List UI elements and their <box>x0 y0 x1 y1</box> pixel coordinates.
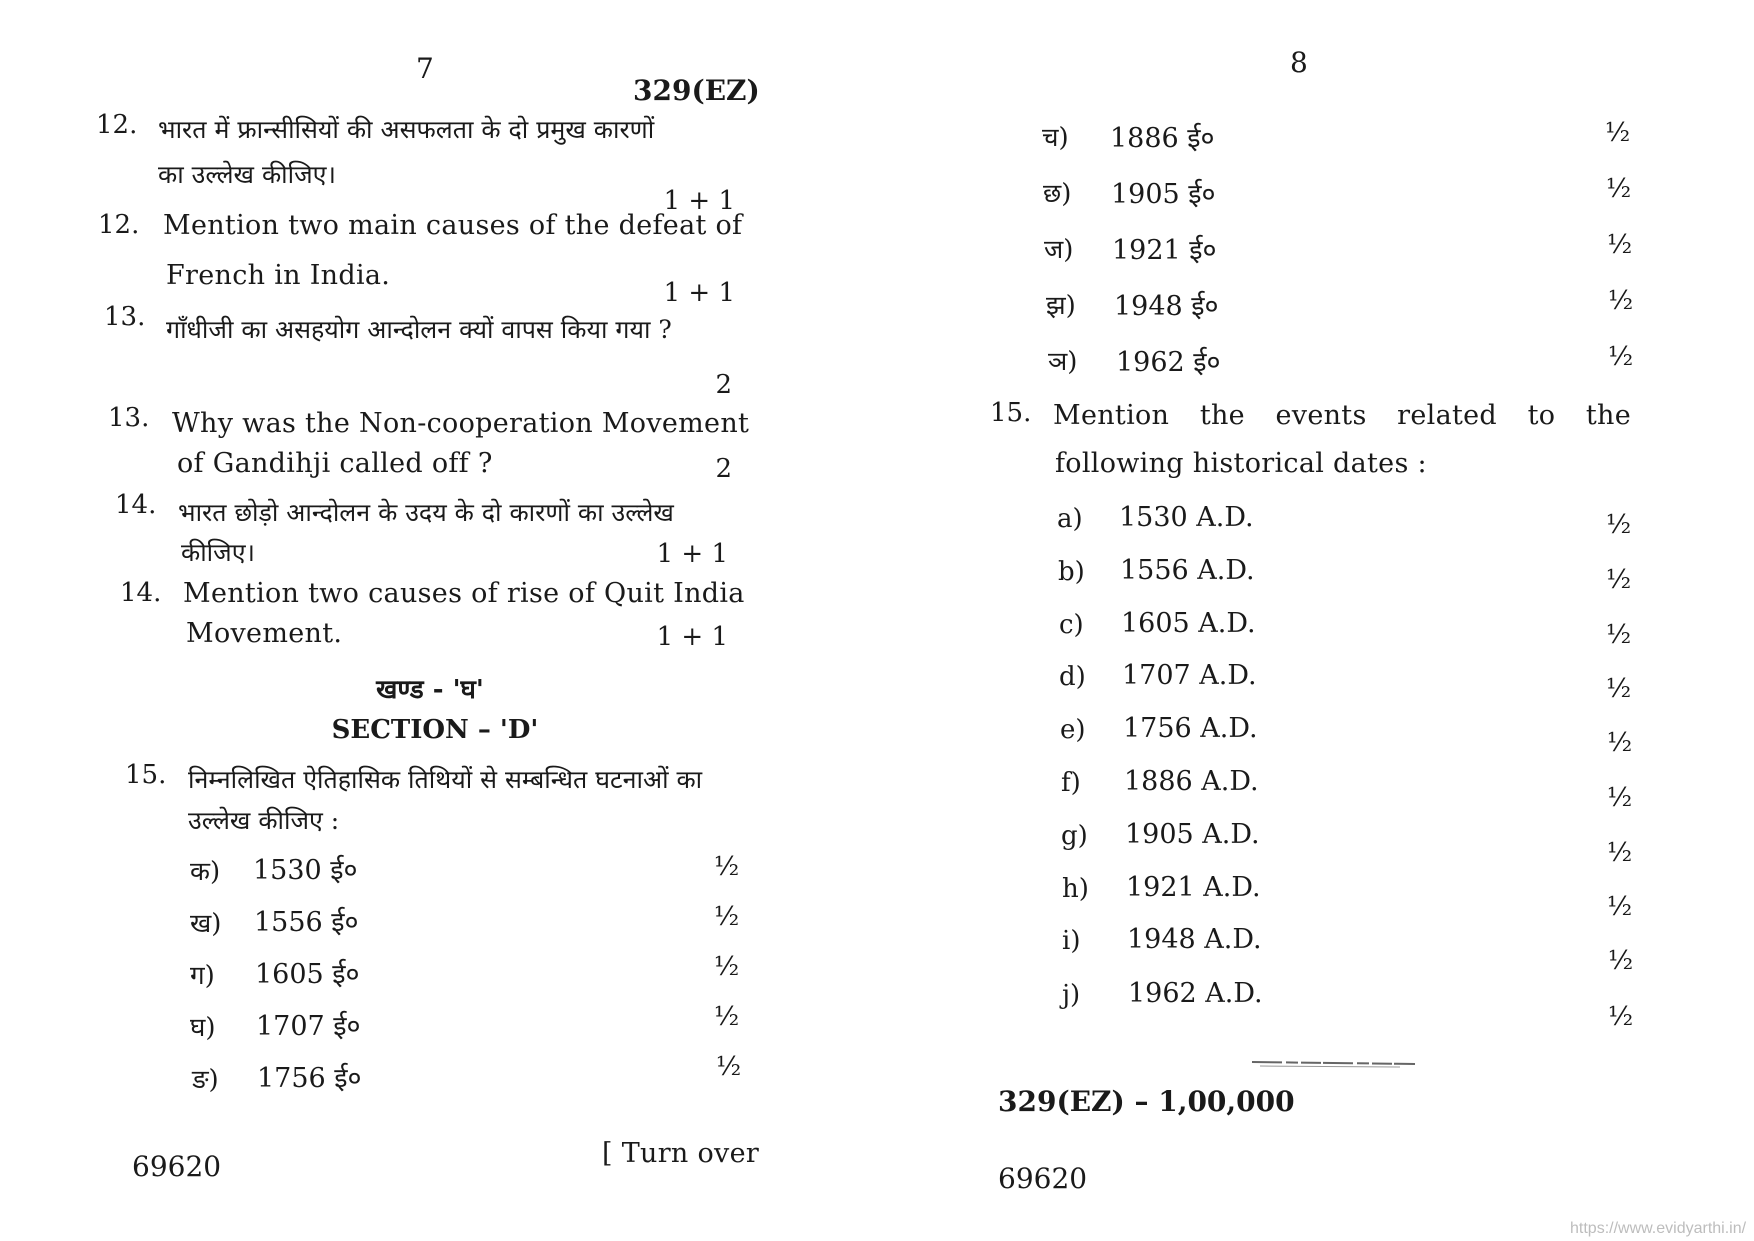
question-word: to <box>1527 400 1556 431</box>
item-date: 1962 ई० <box>1116 347 1221 378</box>
item-label: ग) <box>190 961 215 991</box>
item-date: 1886 ई० <box>1110 123 1215 154</box>
question-marks: 1 + 1 <box>656 539 728 569</box>
watermark-url: https://www.evidyarthi.in/ <box>1570 1220 1747 1237</box>
question-text-line: उल्लेख कीजिए : <box>188 806 340 835</box>
item-date: 1886 A.D. <box>1124 766 1259 797</box>
question-text-line: भारत में फ्रान्सीसियों की असफलता के दो प्रमुख कारणों <box>158 115 655 144</box>
question-text-line: Movement. <box>186 618 343 649</box>
question-marks: 1 + 1 <box>656 622 728 652</box>
question-word: Mention <box>1053 400 1170 431</box>
question-text-line <box>1053 400 1631 431</box>
item-marks: ½ <box>1608 946 1634 976</box>
item-marks: ½ <box>1606 565 1632 595</box>
item-date: 1556 A.D. <box>1120 555 1255 586</box>
left-page-number: 7 <box>416 52 434 85</box>
item-label: क) <box>190 857 221 887</box>
item-label: ख) <box>190 909 222 939</box>
left-paper-code: 329(EZ) <box>633 74 760 107</box>
item-label: छ) <box>1043 179 1072 209</box>
item-marks: ½ <box>1607 728 1633 758</box>
item-label: ज) <box>1044 235 1074 265</box>
question-marks: 1 + 1 <box>663 186 735 216</box>
item-label: j) <box>1062 980 1081 1010</box>
question-text-line: Why was the Non-cooperation Movement <box>172 408 750 439</box>
question-text-line: कीजिए। <box>181 538 256 567</box>
item-date: 1605 A.D. <box>1121 608 1256 639</box>
question-marks: 2 <box>715 370 732 400</box>
question-text-line: following historical dates : <box>1055 448 1427 479</box>
item-marks: ½ <box>714 1002 740 1032</box>
item-marks: ½ <box>716 1052 742 1082</box>
item-marks: ½ <box>1606 620 1632 650</box>
item-marks: ½ <box>714 852 740 882</box>
item-label: c) <box>1059 610 1084 640</box>
question-number: 13. <box>108 403 150 433</box>
question-word: the <box>1199 400 1245 431</box>
item-date: 1530 ई० <box>253 855 358 886</box>
item-marks: ½ <box>714 952 740 982</box>
item-marks: ½ <box>714 902 740 932</box>
item-label: d) <box>1059 662 1086 692</box>
section-heading-hindi: खण्ड - 'घ' <box>376 675 484 705</box>
item-date: 1530 A.D. <box>1119 502 1254 533</box>
item-marks: ½ <box>1608 1002 1634 1032</box>
right-footer-number: 69620 <box>998 1162 1088 1195</box>
item-date: 1921 A.D. <box>1126 872 1261 903</box>
end-rule <box>1250 1058 1420 1070</box>
question-number: 15. <box>990 398 1032 428</box>
item-label: h) <box>1062 874 1089 904</box>
item-label: a) <box>1057 504 1083 534</box>
question-number: 12. <box>96 110 138 140</box>
question-word: events <box>1275 400 1367 431</box>
question-text-line: Mention two causes of rise of Quit India <box>183 578 745 609</box>
question-text-line: गाँधीजी का असहयोग आन्दोलन क्यों वापस किया गया ? <box>166 315 672 344</box>
question-word: related <box>1397 400 1498 431</box>
item-label: i) <box>1062 926 1081 956</box>
item-date: 1921 ई० <box>1112 235 1217 266</box>
question-number: 15. <box>125 760 167 790</box>
item-label: e) <box>1060 715 1086 745</box>
item-marks: ½ <box>1605 118 1631 148</box>
question-number: 14. <box>120 578 162 608</box>
item-marks: ½ <box>1607 230 1633 260</box>
item-label: घ) <box>190 1013 216 1043</box>
question-word: the <box>1585 400 1631 431</box>
question-text-line: भारत छोड़ो आन्दोलन के उदय के दो कारणों का उल्लेख <box>178 498 674 527</box>
item-date: 1707 ई० <box>256 1011 361 1042</box>
question-text-line: निम्नलिखित ऐतिहासिक तिथियों से सम्बन्धित घटनाओं का <box>188 765 703 794</box>
item-date: 1605 ई० <box>255 959 360 990</box>
item-date: 1756 ई० <box>257 1063 362 1094</box>
item-label: ङ) <box>192 1065 219 1095</box>
item-label: f) <box>1061 768 1081 798</box>
item-marks: ½ <box>1606 174 1632 204</box>
print-run-code: 329(EZ) – 1,00,000 <box>998 1085 1295 1118</box>
question-marks: 1 + 1 <box>663 278 735 308</box>
item-label: च) <box>1042 123 1069 153</box>
right-page-number: 8 <box>1290 46 1308 79</box>
question-text-line: Mention two main causes of the defeat of <box>163 210 743 241</box>
item-marks: ½ <box>1607 783 1633 813</box>
section-heading-english: SECTION – 'D' <box>331 715 539 745</box>
question-number: 14. <box>115 490 157 520</box>
question-number: 12. <box>98 210 140 240</box>
question-text-line: French in India. <box>166 260 391 291</box>
question-marks: 2 <box>715 454 732 484</box>
item-marks: ½ <box>1607 892 1633 922</box>
item-label: ञ) <box>1048 347 1078 377</box>
item-date: 1948 A.D. <box>1127 924 1262 955</box>
item-marks: ½ <box>1607 838 1633 868</box>
question-text-line: of Gandihji called off ? <box>177 448 493 479</box>
item-label: झ) <box>1046 291 1076 321</box>
left-footer-number: 69620 <box>132 1150 222 1183</box>
item-date: 1905 A.D. <box>1125 819 1260 850</box>
item-marks: ½ <box>1608 342 1634 372</box>
item-date: 1905 ई० <box>1111 179 1216 210</box>
question-text-line: का उल्लेख कीजिए। <box>158 160 336 189</box>
item-label: b) <box>1058 557 1085 587</box>
item-date: 1556 ई० <box>254 907 359 938</box>
item-marks: ½ <box>1606 510 1632 540</box>
item-marks: ½ <box>1608 286 1634 316</box>
item-date: 1756 A.D. <box>1123 713 1258 744</box>
item-date: 1948 ई० <box>1114 291 1219 322</box>
item-date: 1707 A.D. <box>1122 660 1257 691</box>
turn-over-note: [ Turn over <box>602 1138 760 1169</box>
item-marks: ½ <box>1606 674 1632 704</box>
question-number: 13. <box>104 302 146 332</box>
item-date: 1962 A.D. <box>1128 978 1263 1009</box>
item-label: g) <box>1061 821 1088 851</box>
